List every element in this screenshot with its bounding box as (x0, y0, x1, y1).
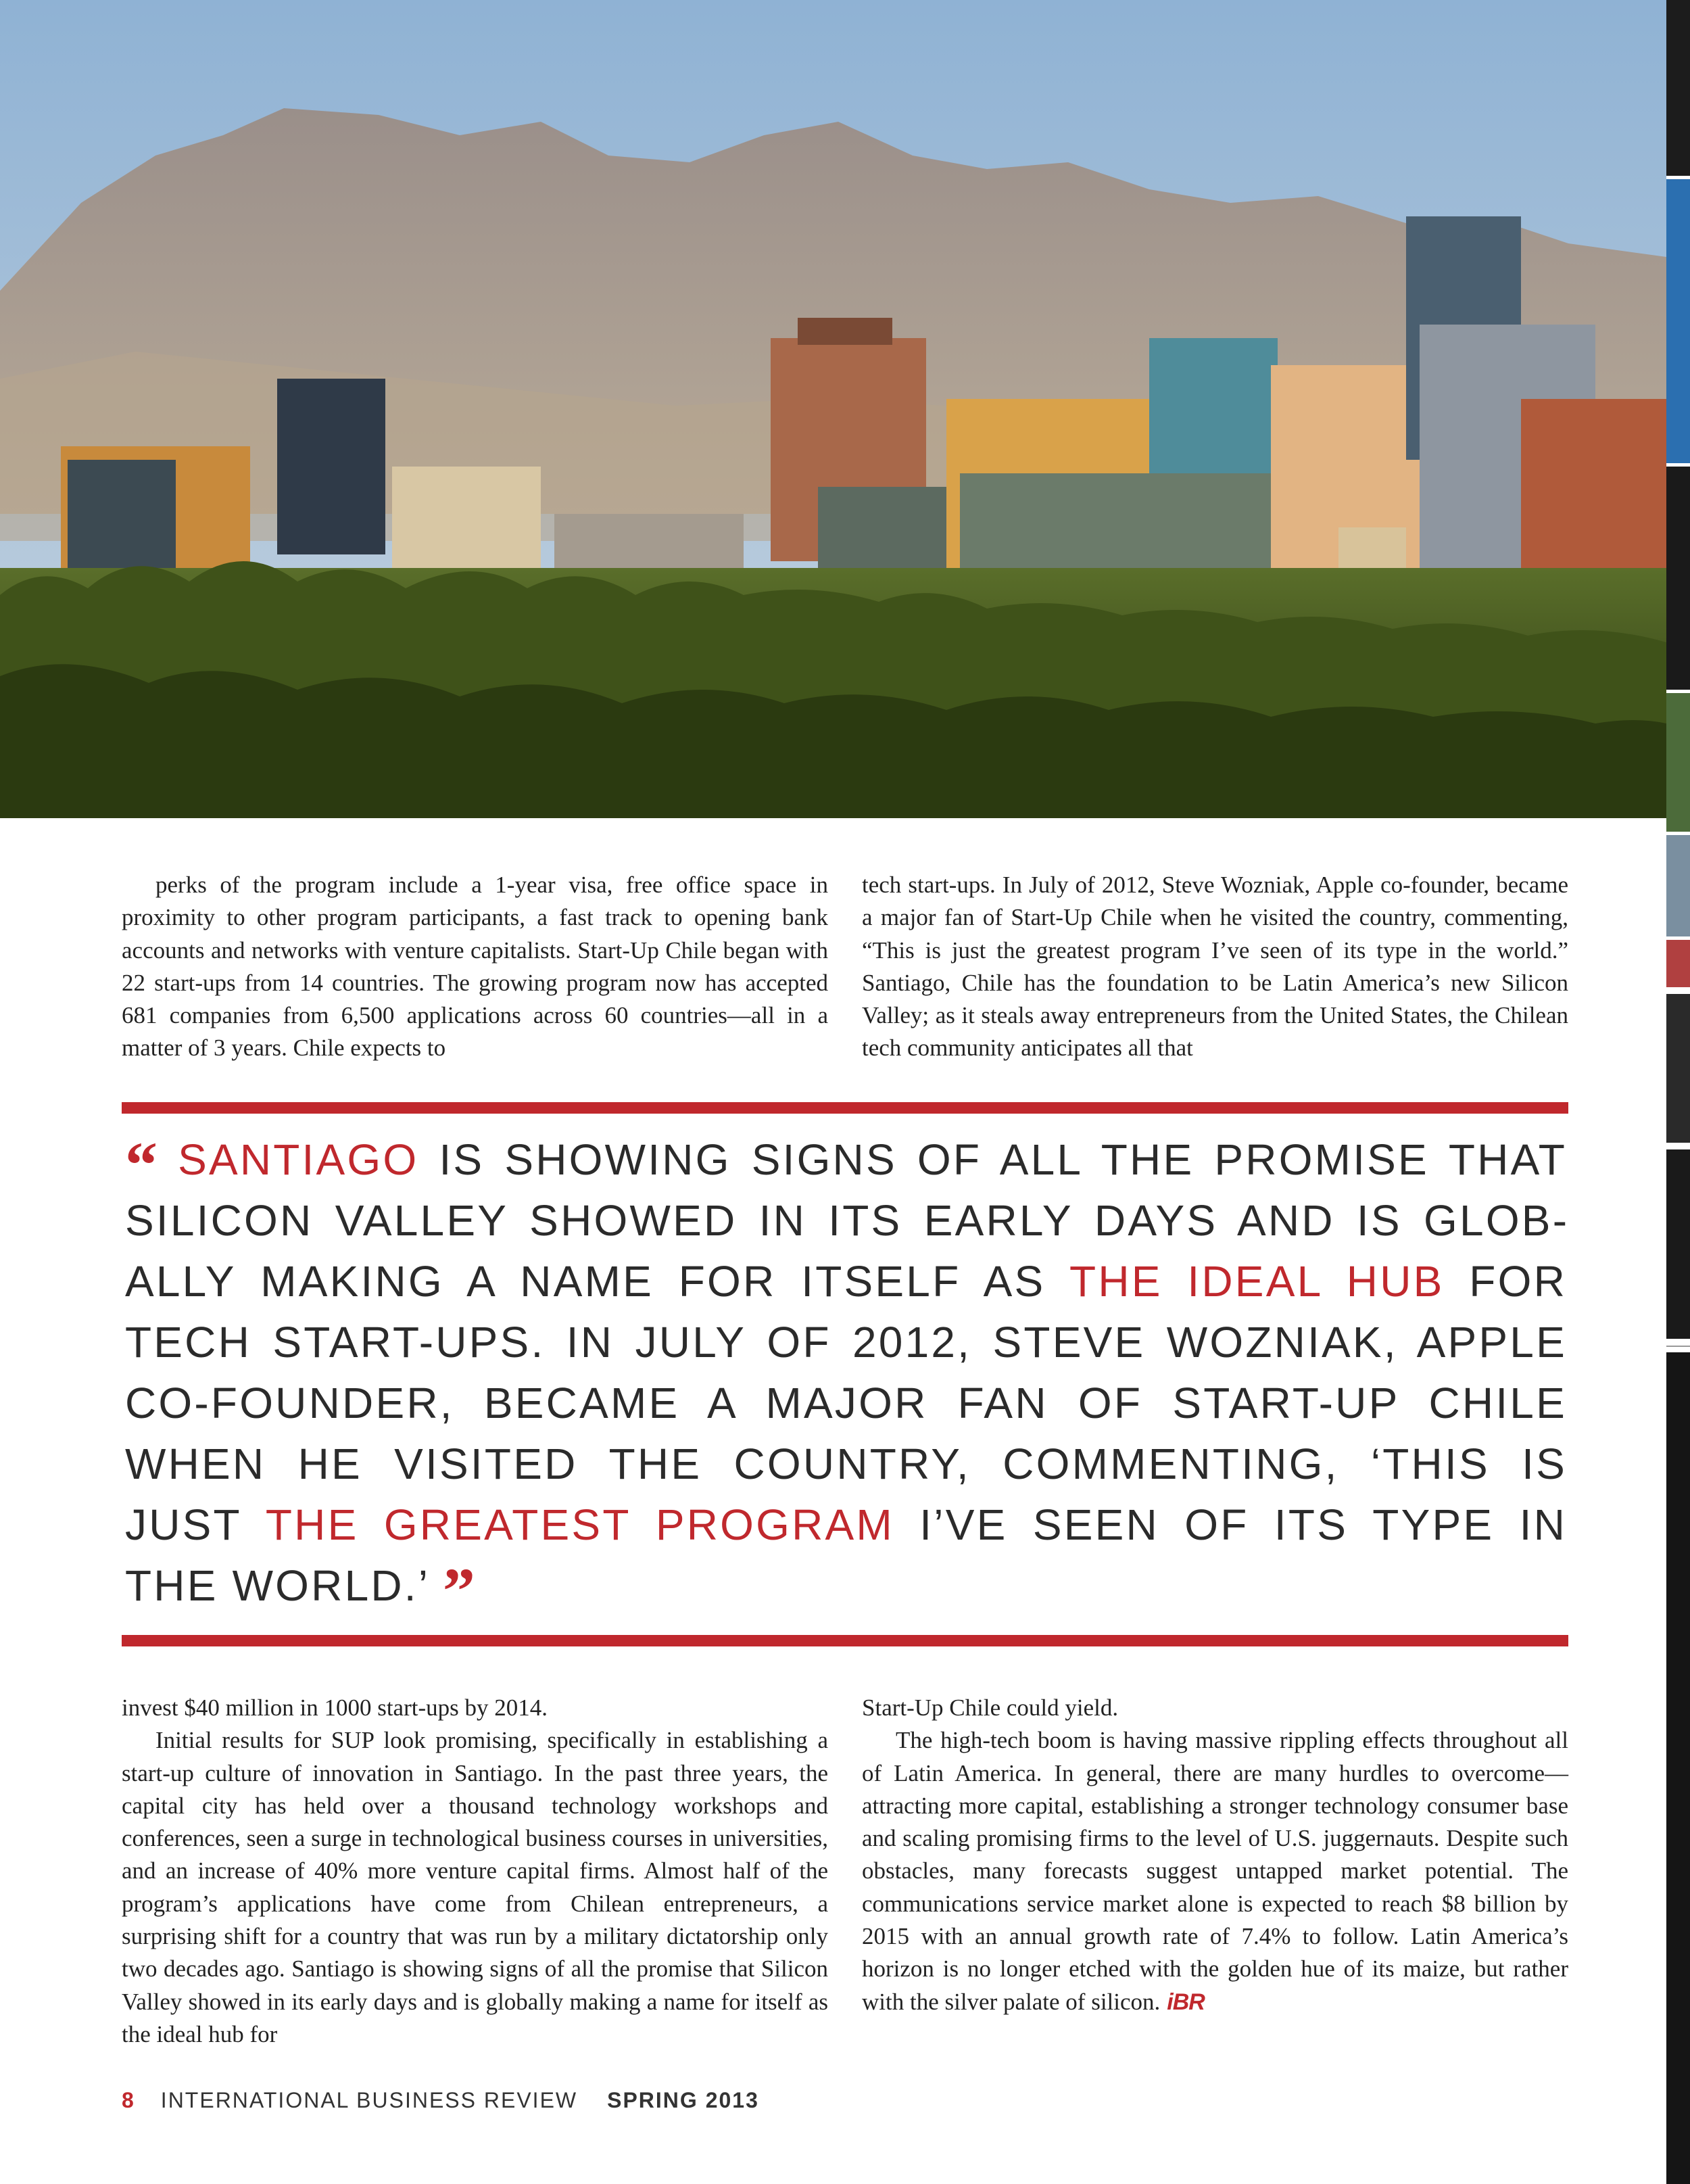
close-quote-mark: ” (442, 1554, 475, 1627)
paragraph: perks of the program include a 1-year visa, free office space in proximity to other program participants, a fast track to opening bank accounts and networks with venture capitalists. Start-Up Chile began with 22 start-ups from 14 countries. The growing program now has accepted 681 companies from 6,500 applications across 60 countries—all in a matter of 3 years. Chile expects to (122, 872, 828, 1062)
column-top-left (122, 869, 828, 1065)
ibr-end-logo: iBR (1167, 1989, 1205, 2015)
column-bottom-left (122, 1692, 828, 2051)
pull-quote: “ SANTIAGO IS SHOWING SIGNS OF ALL THE PROMISE THAT SILICON VALLEY SHOWED IN ITS EARLY DAYS AND IS GLOBALLY MAKING A NAME FOR ITSELF AS THE IDEAL HUB FOR TECH START-UPS. IN JULY OF 2012, STEVE WOZNIAK, APPLE CO-FOUNDER, BECAME A MAJOR FAN OF START-UP CHILE WHEN HE VISITED THE COUNTRY, COMMENTING, ‘THIS IS JUST THE GREATEST PROGRAM I’VE SEEN OF ITS TYPE IN THE WORLD.’ ” (125, 1129, 1568, 1627)
column-top-right (862, 869, 1568, 1065)
pullquote-rule-top (122, 1102, 1568, 1114)
issue-label: SPRING 2013 (607, 2088, 759, 2112)
page-edge-strip (1666, 0, 1690, 2184)
paragraph: The high-tech boom is having massive rippling effects throughout all of Latin America. In general, there are many hurdles to overcome—attracting more capital, establishing a stronger technology consumer base and scaling promising firms to the level of U.S. juggernauts. Despite such obstacles, many forecasts suggest untapped market potential. The communications service market alone is expected to reach $8 billion by 2015 with an annual growth rate of 7.4% to follow. Latin America’s horizon is no longer etched with the golden hue of its maize, but rather with the silver palate of silicon. iBR (862, 1727, 1568, 2015)
pullquote-rule-bottom (122, 1635, 1568, 1646)
open-quote-mark: “ (125, 1129, 158, 1201)
paragraph: invest $40 million in 1000 start-ups by 2014. (122, 1694, 548, 1721)
page-number: 8 (122, 2088, 135, 2112)
column-bottom-right (862, 1692, 1568, 2018)
paragraph: Start-Up Chile could yield. (862, 1694, 1119, 1721)
hero-photo (0, 0, 1666, 818)
paragraph: tech start-ups. In July of 2012, Steve Wozniak, Apple co-founder, became a major fan of Start-Up Chile when he visited the country, commenting, “This is just the greatest program I’ve seen of its type in the world.” Santiago, Chile has the foundation to be Latin America’s new Silicon Valley; as it steals away entrepreneurs from the United States, the Chilean tech community anticipates all that (862, 872, 1568, 1062)
publication-name: INTERNATIONAL BUSINESS REVIEW (160, 2088, 578, 2112)
paragraph: Initial results for SUP look promising, specifically in establishing a start-up culture of innovation in Santiago. In the past three years, the capital city has held over a thousand technology workshops and conferences, seen a surge in technological business courses in universities, and an increase of 40% more venture capital firms. Almost half of the program’s applications have come from Chilean entrepreneurs, a surprising shift for a country that was run by a military dictatorship only two decades ago. Santiago is showing signs of all the promise that Silicon Valley showed in its early days and is globally making a name for itself as the ideal hub for (122, 1727, 828, 2047)
page-footer (122, 2088, 759, 2113)
